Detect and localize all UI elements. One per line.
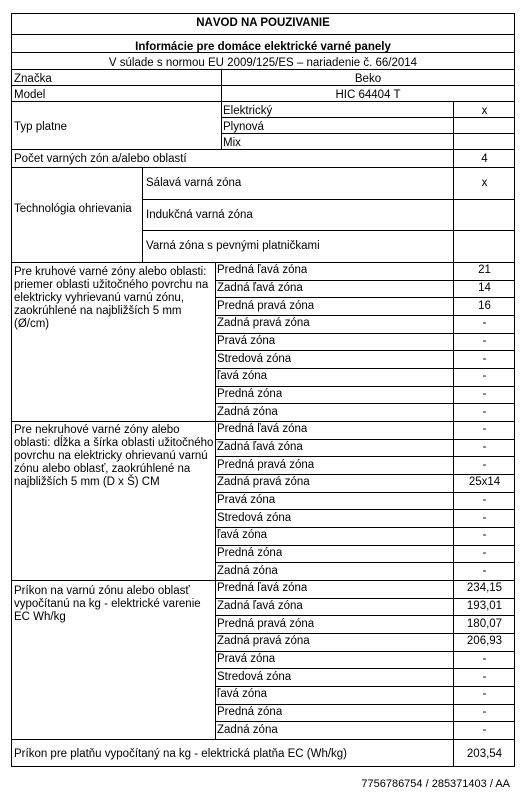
consumption-zone-name: Pravá zóna (217, 653, 276, 665)
row-divider (11, 34, 515, 35)
technology-option: Sálavá varná zóna (146, 177, 242, 189)
noncircular-zone-value: 25x14 (468, 476, 501, 488)
consumption-zone-value: - (482, 653, 487, 665)
noncircular-zone-value: - (482, 529, 487, 541)
noncircular-zone-value: - (482, 565, 487, 577)
circular-zone-name: Predná ľavá zóna (217, 264, 308, 276)
technology-label: Technológia ohrievania (14, 203, 132, 215)
consumption-zone-value: 180,07 (466, 618, 503, 630)
technology-option: Indukčná varná zóna (146, 209, 253, 221)
consumption-zone-name: Predná ľavá zóna (217, 582, 308, 594)
brand-value: Beko (354, 73, 382, 85)
row-divider (215, 280, 515, 281)
circular-zone-name: Predná pravá zóna (217, 300, 315, 312)
noncircular-zone-value: - (482, 512, 487, 524)
model-value: HIC 64404 T (335, 89, 401, 101)
row-divider (215, 456, 515, 457)
consumption-zone-name: Zadná ľavá zóna (217, 600, 303, 612)
noncircular-zone-value: - (482, 494, 487, 506)
circular-zone-value: - (482, 335, 487, 347)
consumption-zone-name: Stredová zóna (217, 671, 292, 683)
row-divider (215, 333, 515, 334)
circular-zone-value: - (482, 353, 487, 365)
hob-consumption-value: 203,54 (466, 748, 503, 760)
noncircular-zone-name: Pravá zóna (217, 494, 276, 506)
hob-type-label: Typ platne (14, 121, 68, 133)
noncircular-zone-value: - (482, 547, 487, 559)
hob-type-option: Mix (223, 137, 241, 149)
consumption-zone-value: 234,15 (466, 582, 503, 594)
row-divider (143, 230, 515, 231)
hob-type-option: Plynová (223, 121, 264, 133)
circular-zone-value: 14 (478, 282, 491, 294)
row-divider (11, 739, 515, 740)
row-divider (215, 350, 515, 351)
noncircular-zone-name: ľavá zóna (217, 529, 268, 541)
noncircular-zone-name: Predná pravá zóna (217, 459, 315, 471)
row-divider (11, 580, 515, 581)
consumption-zone-name: Zadná zóna (217, 724, 278, 736)
row-divider (215, 633, 515, 634)
row-divider (215, 527, 515, 528)
row-divider (215, 368, 515, 369)
row-divider (215, 545, 515, 546)
noncircular-zone-name: Zadná ľavá zóna (217, 441, 303, 453)
consumption-zone-value: - (482, 688, 487, 700)
circular-zone-name: Pravá zóna (217, 335, 276, 347)
row-divider (215, 297, 515, 298)
brand-label: Značka (14, 73, 52, 85)
row-divider (215, 403, 515, 404)
row-divider (11, 167, 515, 168)
row-divider (143, 199, 515, 200)
circular-zone-value: 16 (478, 300, 491, 312)
zone-consumption-label: Príkon na varnú zónu alebo oblasť vypočítanú na kg - elektrické varenie EC Wh/kg (14, 585, 201, 623)
noncircular-zone-value: - (482, 423, 487, 435)
noncircular-zone-name: Stredová zóna (217, 512, 292, 524)
noncircular-zone-value: - (482, 459, 487, 471)
noncircular-zones-label: Pre nekruhové varné zóny alebo oblasti: dĺžka a šírka oblasti užitočného povrchu na elektricky ohrievanú varnú zónu alebo oblasť, zaokrúhlené na najbližších 5 mm (D x Š) CM (14, 424, 214, 488)
circular-zone-name: Stredová zóna (217, 353, 292, 365)
hob-type-option: Elektrický (223, 105, 273, 117)
hob-type-mark: x (481, 105, 488, 117)
doc-subtitle: Informácie pre domáce elektrické varné panely (135, 41, 391, 53)
row-divider (215, 474, 515, 475)
consumption-zone-name: ľavá zóna (217, 688, 268, 700)
row-divider (215, 651, 515, 652)
row-divider (215, 704, 515, 705)
circular-zone-name: Zadná ľavá zóna (217, 282, 303, 294)
circular-zone-name: Predná zóna (217, 388, 283, 400)
row-divider (215, 598, 515, 599)
zones-count-label: Počet varných zón a/alebo oblastí (14, 153, 187, 165)
row-divider (215, 439, 515, 440)
circular-zone-name: Zadná zóna (217, 406, 278, 418)
regulation-text: V súlade s normou EÚ 2009/125/ES – nariadenie č. 66/2014 (108, 57, 418, 69)
consumption-zone-name: Predná zóna (217, 706, 283, 718)
circular-zone-name: ľavá zóna (217, 370, 268, 382)
column-divider (142, 167, 143, 262)
row-divider (215, 509, 515, 510)
consumption-zone-value: 193,01 (466, 600, 503, 612)
row-divider (215, 315, 515, 316)
row-divider (215, 686, 515, 687)
consumption-zone-value: - (482, 724, 487, 736)
noncircular-zone-name: Predná zóna (217, 547, 283, 559)
consumption-zone-value: - (482, 706, 487, 718)
circular-zone-value: - (482, 406, 487, 418)
circular-zone-name: Zadná pravá zóna (217, 317, 310, 329)
noncircular-zone-name: Predná ľavá zóna (217, 423, 308, 435)
circular-zones-label: Pre kruhové varné zóny alebo oblasti: priemer oblasti užitočného povrchu na elektricky vyhrievanú varnú zónu, zaokrúhlené na najbližších 5 mm (Ø/cm) (14, 266, 209, 330)
document-footer: 7756786754 / 285371403 / AA (361, 778, 510, 790)
noncircular-zone-name: Zadná pravá zóna (217, 476, 310, 488)
noncircular-zone-name: Zadná zóna (217, 565, 278, 577)
consumption-zone-value: 206,93 (466, 635, 503, 647)
row-divider (215, 721, 515, 722)
technology-mark: x (481, 177, 488, 189)
row-divider (11, 421, 515, 422)
hob-consumption-label: Príkon pre platňu vypočítaný na kg - elektrická platňa EC (Wh/kg) (14, 748, 348, 760)
row-divider (222, 133, 515, 134)
technology-option: Varná zóna s pevnými platničkami (146, 240, 320, 252)
noncircular-zone-value: - (482, 441, 487, 453)
row-divider (215, 492, 515, 493)
consumption-zone-value: - (482, 671, 487, 683)
circular-zone-value: - (482, 317, 487, 329)
circular-zone-value: - (482, 388, 487, 400)
row-divider (11, 262, 515, 263)
zones-count-value: 4 (481, 153, 488, 165)
row-divider (215, 615, 515, 616)
row-divider (215, 386, 515, 387)
consumption-zone-name: Predná pravá zóna (217, 618, 315, 630)
consumption-zone-name: Zadná pravá zóna (217, 635, 310, 647)
circular-zone-value: 21 (478, 264, 491, 276)
row-divider (215, 562, 515, 563)
row-divider (215, 668, 515, 669)
row-divider (11, 149, 515, 150)
circular-zone-value: - (482, 370, 487, 382)
model-label: Model (14, 89, 46, 101)
doc-title: NÁVOD NA POUŽÍVANIE (196, 17, 330, 29)
